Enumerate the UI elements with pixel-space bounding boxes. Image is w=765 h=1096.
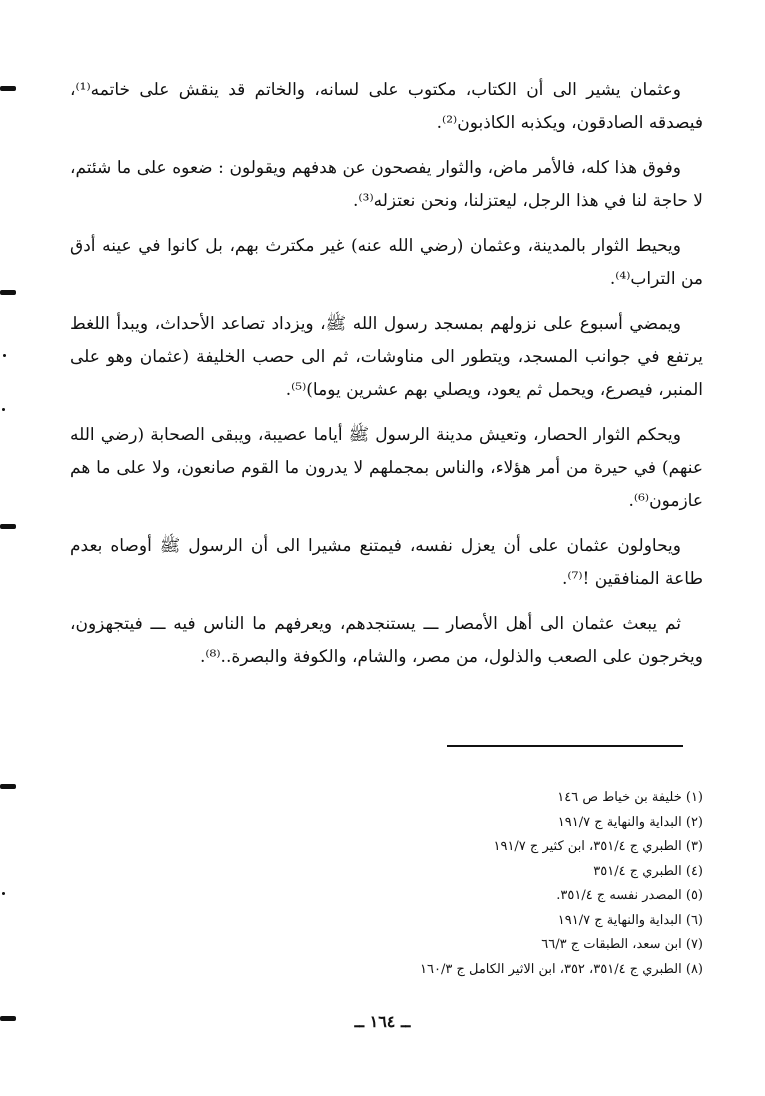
footnote: (٦) البداية والنهاية ج ١٩١/٧ bbox=[557, 912, 703, 928]
paragraph: وعثمان يشير الى أن الكتاب، مكتوب على لسانه، والخاتم قد ينقش على خاتمه⁽¹⁾، فيصدقه الصادقون، ويكذبه الكاذبون⁽²⁾. bbox=[70, 80, 703, 133]
paragraph: ويمضي أسبوع على نزولهم بمسجد رسول الله ﷺ، ويزداد تصاعد الأحداث، ويبدأ اللغط يرتفع في جوانب المسجد، ويتطور الى مناوشات، ثم الى حصب الخليفة (عثمان وهو على المنبر، فيصرع، ويحمل ثم يعود، ويصلي بهم عشرين يوما)⁽⁵⁾. bbox=[70, 314, 703, 400]
footnote: (٥) المصدر نفسه ج ٣٥١/٤. bbox=[556, 888, 703, 903]
paragraph: ويحاولون عثمان على أن يعزل نفسه، فيمتنع مشيرا الى أن الرسول ﷺ أوصاه بعدم طاعة المنافقين !⁽⁷⁾. bbox=[70, 536, 703, 589]
footnote: (٢) البداية والنهاية ج ١٩١/٧ bbox=[557, 814, 703, 830]
footnote: (٨) الطبري ج ٣٥١/٤، ٣٥٢، ابن الاثير الكامل ج ١٦٠/٣ bbox=[420, 961, 703, 977]
scan-edge-mark bbox=[0, 784, 16, 789]
footnote: (٤) الطبري ج ٣٥١/٤ bbox=[593, 863, 703, 879]
page-number: ــ ١٦٤ ــ bbox=[354, 1012, 411, 1031]
scan-speck bbox=[2, 892, 5, 895]
scan-edge-mark bbox=[0, 86, 16, 91]
paragraph: وفوق هذا كله، فالأمر ماض، والثوار يفصحون عن هدفهم ويقولون : ضعوه على ما شئتم، لا حاجة لنا في هذا الرجل، ليعتزلنا، ونحن نعتزله⁽³⁾. bbox=[70, 158, 703, 211]
footnote-separator bbox=[447, 745, 683, 747]
footnote: (٧) ابن سعد، الطبقات ج ٦٦/٣ bbox=[541, 937, 703, 952]
paragraph: ويحيط الثوار بالمدينة، وعثمان (رضي الله عنه) غير مكترث بهم، بل كانوا في عينه أدق من التراب⁽⁴⁾. bbox=[70, 236, 703, 289]
paragraph: ثم يبعث عثمان الى أهل الأمصار ـــ يستنجدهم، ويعرفهم ما الناس فيه ـــ فيتجهزون، ويخرجون على الصعب والذلول، من مصر، والشام، والكوفة والبصرة..⁽⁸⁾. bbox=[70, 614, 703, 667]
footnote: (١) خليفة بن خياط ص ١٤٦ bbox=[557, 790, 703, 805]
scan-speck bbox=[2, 408, 5, 411]
footnotes bbox=[280, 786, 703, 982]
paragraph: ويحكم الثوار الحصار، وتعيش مدينة الرسول ﷺ أياما عصيبة، ويبقى الصحابة (رضي الله عنهم) في حيرة من أمر هؤلاء، والناس بمجملهم لا يدرون ما القوم صانعون، ولا على ما هم عازمون⁽⁶⁾. bbox=[70, 425, 703, 511]
main-text bbox=[70, 74, 703, 686]
scan-edge-mark bbox=[0, 524, 16, 529]
scan-speck bbox=[3, 354, 6, 357]
scan-edge-mark bbox=[0, 290, 16, 295]
footnote: (٣) الطبري ج ٣٥١/٤، ابن كثير ج ١٩١/٧ bbox=[493, 839, 703, 854]
